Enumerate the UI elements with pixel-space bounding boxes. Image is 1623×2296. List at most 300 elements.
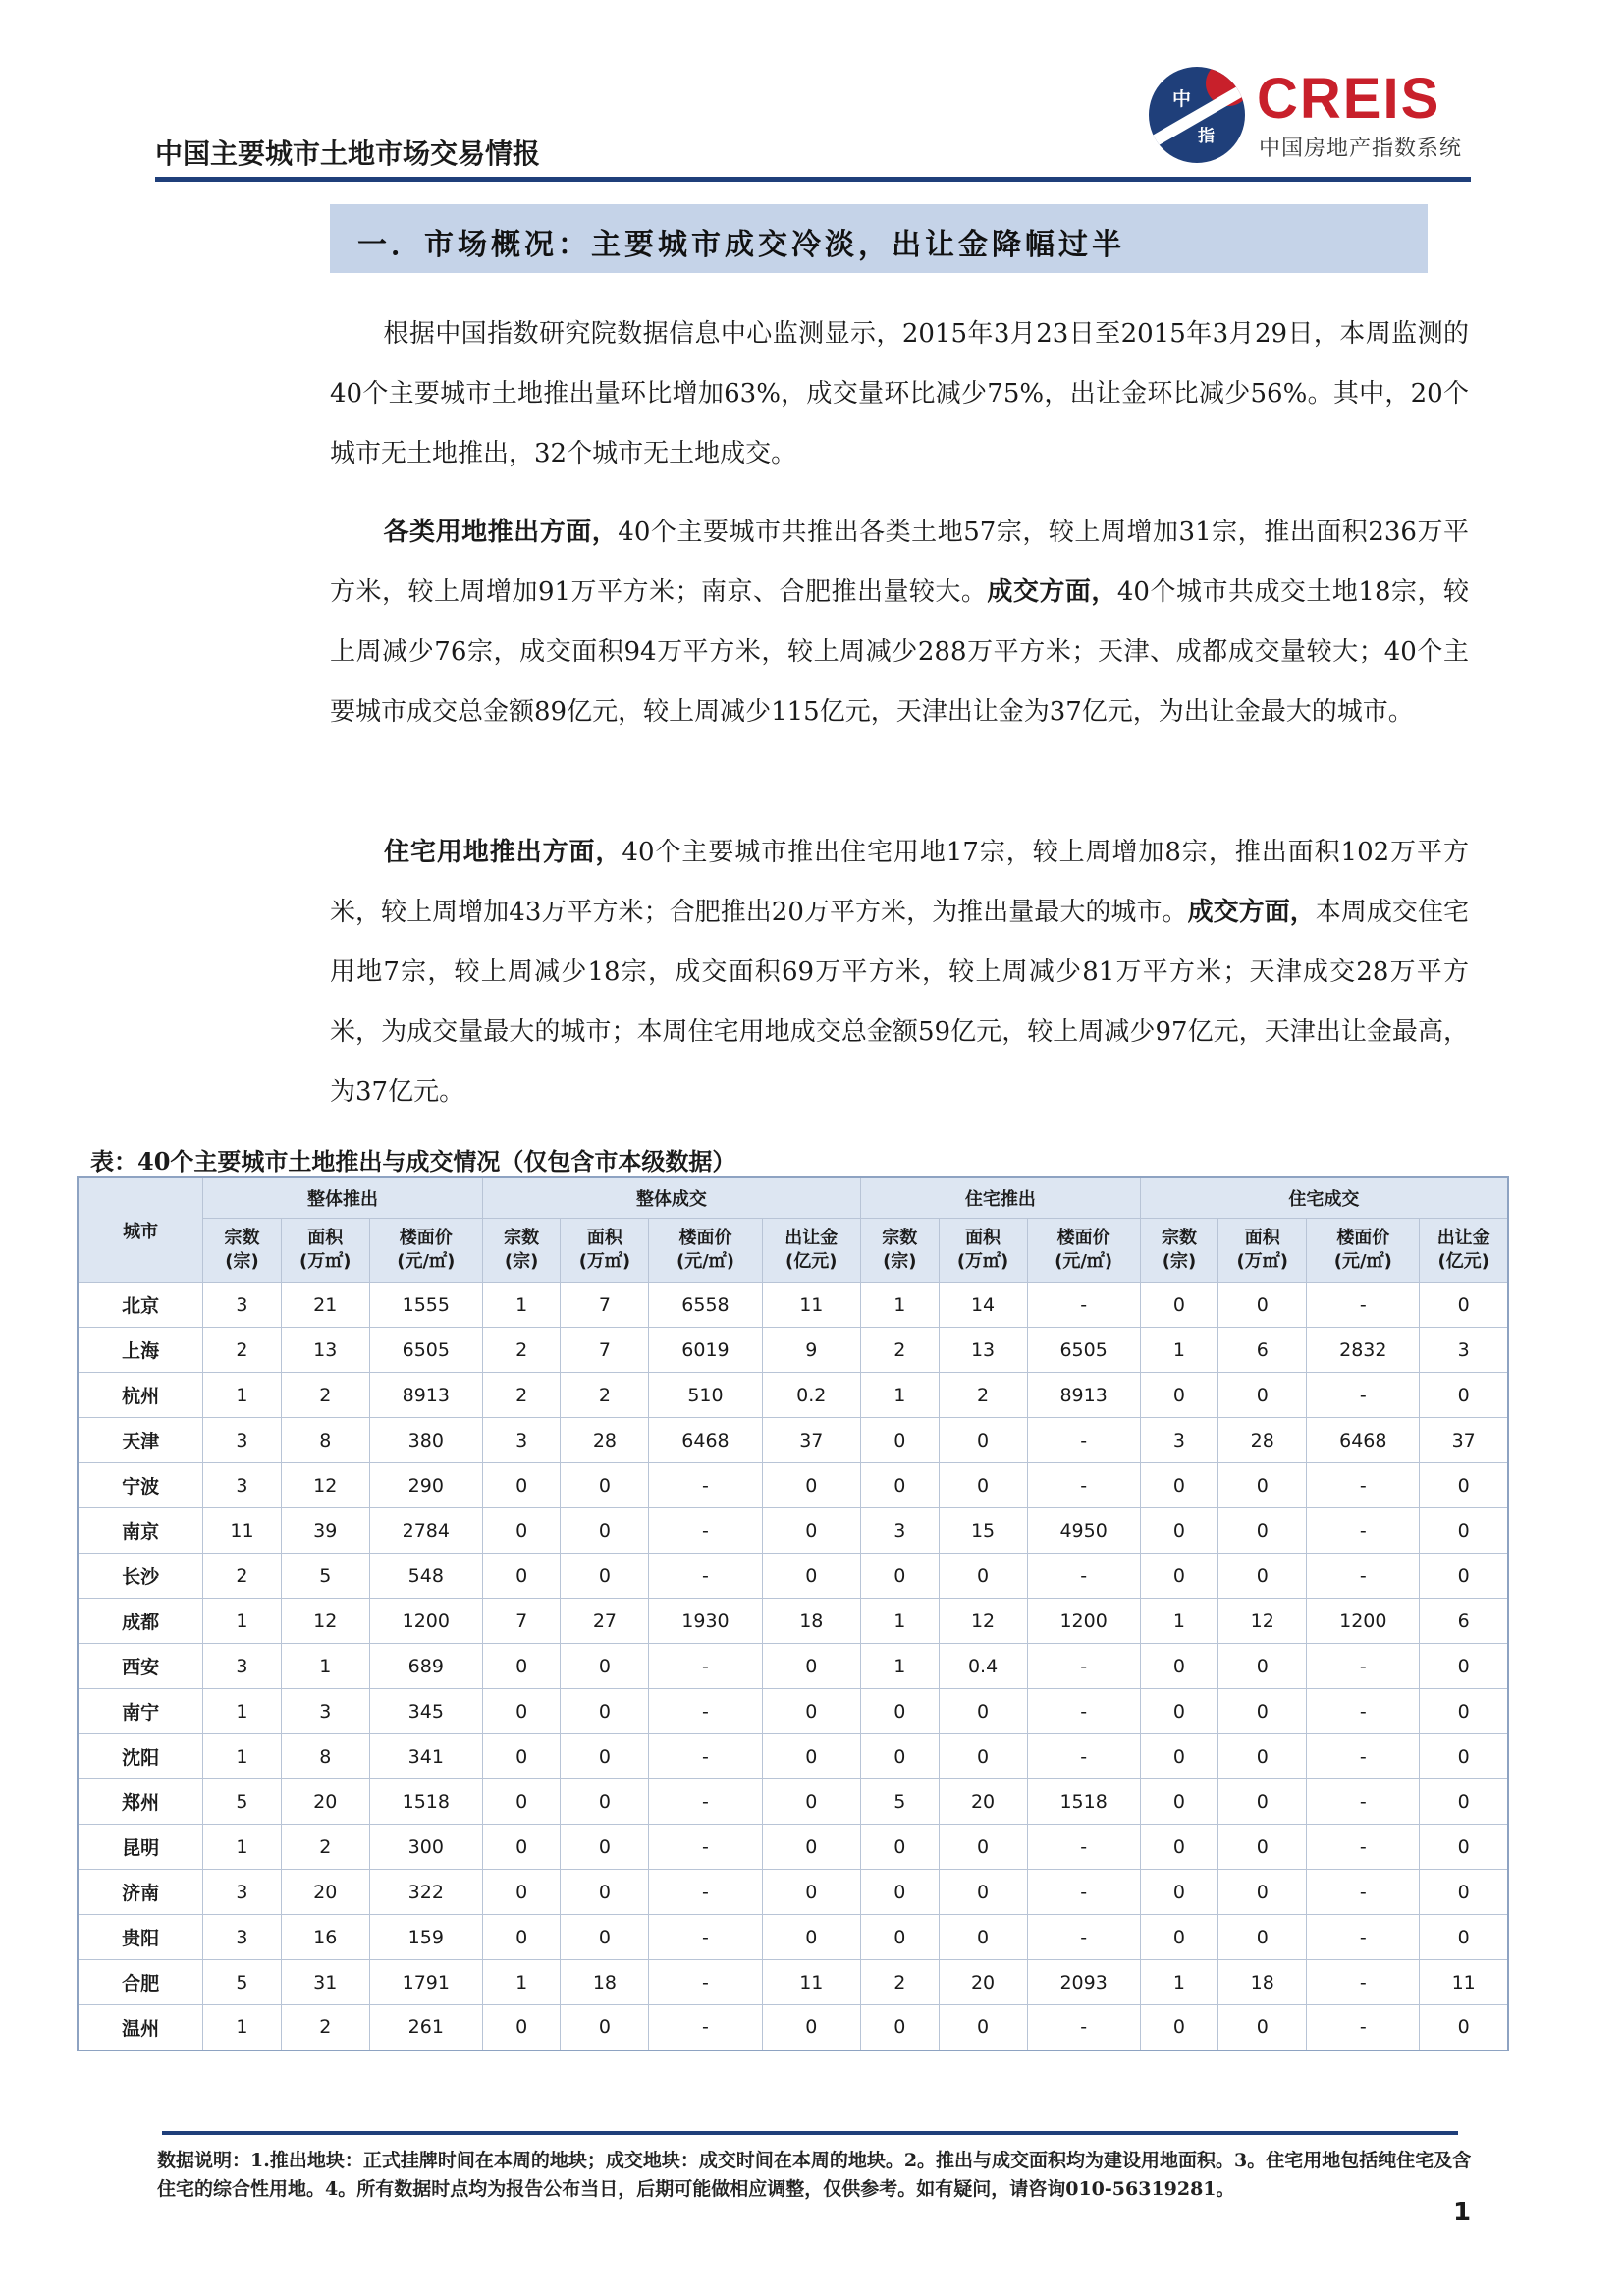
table-cell: 3 — [203, 1418, 282, 1463]
table-cell: 0 — [1140, 1373, 1218, 1418]
table-cell: - — [1027, 1825, 1140, 1870]
table-cell: 6468 — [1307, 1418, 1420, 1463]
table-cell: - — [1307, 1779, 1420, 1825]
table-cell: 28 — [561, 1418, 649, 1463]
table-cell: 2784 — [369, 1508, 482, 1554]
paragraph-all-land: 各类用地推出方面，40个主要城市共推出各类土地57宗，较上周增加31宗，推出面积236万平方米，较上周增加91万平方米；南京、合肥推出量较大。成交方面，40个城市共成交土地18宗，较上周减少76宗，成交面积94万平方米，较上周减少288万平方米；天津、成都成交量较大；40个主要城市成交总金额89亿元，较上周减少115亿元，天津出让金为37亿元，为出让金最大的城市。 — [330, 518, 1469, 727]
table-cell: 11 — [762, 1283, 860, 1328]
city-cell: 合肥 — [78, 1960, 203, 2005]
table-cell: 0 — [1218, 1689, 1307, 1734]
table-cell: - — [1027, 1554, 1140, 1599]
table-cell: 0 — [1218, 1734, 1307, 1779]
table-cell: 1 — [861, 1644, 940, 1689]
table-cell: 2 — [861, 1328, 940, 1373]
table-cell: 0 — [561, 2005, 649, 2050]
table-cell: 0 — [1218, 1915, 1307, 1960]
table-cell: 548 — [369, 1554, 482, 1599]
header-price: 楼面价 (元/㎡) — [369, 1219, 482, 1283]
table-caption: 表：40个主要城市土地推出与成交情况（仅包含市本级数据） — [90, 1147, 736, 1175]
table-cell: 1 — [203, 1689, 282, 1734]
table-cell: 1 — [482, 1960, 561, 2005]
table-cell: 0 — [1140, 1508, 1218, 1554]
table-cell: 261 — [369, 2005, 482, 2050]
table-cell: 0 — [561, 1870, 649, 1915]
table-cell: 0 — [861, 1418, 940, 1463]
table-cell: 16 — [281, 1915, 369, 1960]
table-cell: 5 — [203, 1779, 282, 1825]
table-cell: - — [1307, 1825, 1420, 1870]
table-cell: 20 — [939, 1960, 1027, 2005]
table-cell: 0 — [939, 1554, 1027, 1599]
table-cell: 1200 — [369, 1599, 482, 1644]
table-cell: 6505 — [1027, 1328, 1140, 1373]
city-cell: 天津 — [78, 1418, 203, 1463]
table-cell: 0 — [1420, 1779, 1508, 1825]
table-cell: 11 — [762, 1960, 860, 2005]
table-cell: 0 — [1140, 1734, 1218, 1779]
footer-divider — [162, 2131, 1458, 2135]
table-cell: 18 — [1218, 1960, 1307, 2005]
table-cell: 37 — [762, 1418, 860, 1463]
table-cell: 1 — [203, 1373, 282, 1418]
table-cell: 0 — [561, 1825, 649, 1870]
table-row — [78, 1644, 1508, 1689]
table-row — [78, 1960, 1508, 2005]
table-body — [78, 1283, 1508, 2050]
table-cell: 0 — [762, 1689, 860, 1734]
table-cell: 0 — [1420, 1463, 1508, 1508]
table-cell: 3 — [203, 1915, 282, 1960]
section-banner — [330, 204, 1428, 273]
table-cell: 8 — [281, 1418, 369, 1463]
table-cell: - — [1307, 1283, 1420, 1328]
table-cell: 0 — [861, 1734, 940, 1779]
table-cell: 2 — [939, 1373, 1027, 1418]
table-cell: - — [649, 2005, 762, 2050]
table-cell: 0 — [482, 1825, 561, 1870]
table-cell: 5 — [281, 1554, 369, 1599]
table-cell: - — [649, 1554, 762, 1599]
city-cell: 温州 — [78, 2005, 203, 2050]
table-cell: 0 — [762, 1779, 860, 1825]
table-cell: 1 — [203, 1825, 282, 1870]
table-cell: 18 — [561, 1960, 649, 2005]
table-cell: 3 — [482, 1418, 561, 1463]
table-row — [78, 1554, 1508, 1599]
table-cell: 2 — [281, 1825, 369, 1870]
table-cell: 1 — [861, 1283, 940, 1328]
table-cell: 12 — [1218, 1599, 1307, 1644]
table-cell: 37 — [1420, 1418, 1508, 1463]
table-cell: 6558 — [649, 1283, 762, 1328]
table-cell: 0 — [1140, 1779, 1218, 1825]
table-cell: 0 — [762, 1554, 860, 1599]
header-price: 楼面价 (元/㎡) — [1307, 1219, 1420, 1283]
header-group-res-deal: 住宅成交 — [1140, 1177, 1508, 1219]
table-cell: 28 — [1218, 1418, 1307, 1463]
table-cell: 1791 — [369, 1960, 482, 2005]
table-cell: 7 — [561, 1283, 649, 1328]
table-cell: 341 — [369, 1734, 482, 1779]
logo-subtitle: 中国房地产指数系统 — [1259, 137, 1463, 161]
table-cell: 0 — [482, 1870, 561, 1915]
table-cell: 0 — [1420, 1373, 1508, 1418]
table-cell: 0 — [939, 1734, 1027, 1779]
table-cell: - — [1027, 1915, 1140, 1960]
table-cell: 0 — [1218, 1870, 1307, 1915]
table-cell: 1 — [281, 1644, 369, 1689]
table-cell: - — [1307, 1960, 1420, 2005]
table-cell: - — [1027, 1870, 1140, 1915]
table-cell: 0 — [939, 1825, 1027, 1870]
table-cell: 8 — [281, 1734, 369, 1779]
table-cell: 12 — [281, 1463, 369, 1508]
table-cell: 18 — [762, 1599, 860, 1644]
table-cell: 6468 — [649, 1418, 762, 1463]
table-cell: 0 — [1218, 1554, 1307, 1599]
header-count: 宗数 (宗) — [861, 1219, 940, 1283]
table-cell: 2 — [203, 1328, 282, 1373]
header-price: 楼面价 (元/㎡) — [649, 1219, 762, 1283]
table-cell: 0 — [482, 1554, 561, 1599]
table-header — [78, 1177, 1508, 1283]
table-cell: 0 — [861, 2005, 940, 2050]
table-cell: - — [649, 1779, 762, 1825]
table-cell: - — [649, 1508, 762, 1554]
table-cell: 6 — [1218, 1328, 1307, 1373]
report-title: 中国主要城市土地市场交易情报 — [155, 137, 541, 170]
table-cell: 1 — [1140, 1328, 1218, 1373]
header-count: 宗数 (宗) — [1140, 1219, 1218, 1283]
table-cell: - — [1307, 1554, 1420, 1599]
table-cell: 0 — [1218, 1644, 1307, 1689]
table-cell: 2 — [861, 1960, 940, 2005]
table-cell: 290 — [369, 1463, 482, 1508]
table-cell: - — [1307, 1373, 1420, 1418]
table-cell: 0 — [762, 1644, 860, 1689]
table-cell: 0 — [561, 1644, 649, 1689]
table-cell: 0 — [1140, 1689, 1218, 1734]
table-cell: - — [1307, 1915, 1420, 1960]
table-cell: 20 — [281, 1870, 369, 1915]
table-cell: 1518 — [1027, 1779, 1140, 1825]
section-title: 一．市场概况：主要城市成交冷淡，出让金降幅过半 — [357, 228, 1125, 262]
header-fee: 出让金 (亿元) — [1420, 1219, 1508, 1283]
table-cell: 39 — [281, 1508, 369, 1554]
table-cell: 9 — [762, 1328, 860, 1373]
table-cell: 0 — [762, 1825, 860, 1870]
table-cell: 0 — [861, 1870, 940, 1915]
table-cell: 0 — [1140, 1554, 1218, 1599]
table-cell: 0 — [861, 1915, 940, 1960]
table-cell: 1200 — [1307, 1599, 1420, 1644]
table-cell: 1 — [861, 1599, 940, 1644]
table-cell: 322 — [369, 1870, 482, 1915]
city-cell: 西安 — [78, 1644, 203, 1689]
table-cell: 3 — [203, 1283, 282, 1328]
table-cell: 3 — [1140, 1418, 1218, 1463]
table-cell: 0 — [1140, 1644, 1218, 1689]
table-cell: 0 — [482, 1734, 561, 1779]
table-cell: 0 — [939, 2005, 1027, 2050]
table-cell: 345 — [369, 1689, 482, 1734]
table-cell: 0 — [861, 1825, 940, 1870]
table-cell: 0 — [1420, 1870, 1508, 1915]
paragraph-residential-land: 住宅用地推出方面，40个主要城市推出住宅用地17宗，较上周增加8宗，推出面积102万平方米，较上周增加43万平方米；合肥推出20万平方米，为推出量最大的城市。成交方面，本周成交住宅用地7宗，较上周减少18宗，成交面积69万平方米，较上周减少81万平方米；天津成交28万平方米，为成交量最大的城市；本周住宅用地成交总金额59亿元，较上周减少97亿元，天津出让金最高，为37亿元。 — [330, 838, 1469, 1107]
table-cell: 3 — [1420, 1328, 1508, 1373]
table-cell: 1 — [482, 1283, 561, 1328]
header-price: 楼面价 (元/㎡) — [1027, 1219, 1140, 1283]
header-count: 宗数 (宗) — [203, 1219, 282, 1283]
table-cell: 5 — [861, 1779, 940, 1825]
table-cell: 1 — [203, 1734, 282, 1779]
table-cell: 2832 — [1307, 1328, 1420, 1373]
table-cell: 300 — [369, 1825, 482, 1870]
table-cell: 3 — [203, 1644, 282, 1689]
table-cell: 11 — [1420, 1960, 1508, 2005]
table-cell: 0 — [482, 1508, 561, 1554]
table-row — [78, 1915, 1508, 1960]
table-cell: 0 — [1420, 1644, 1508, 1689]
table-row — [78, 1328, 1508, 1373]
creis-logo-icon — [1149, 67, 1478, 165]
city-cell: 上海 — [78, 1328, 203, 1373]
table-cell: 6505 — [369, 1328, 482, 1373]
header-area: 面积 (万㎡) — [939, 1219, 1027, 1283]
table-cell: 11 — [203, 1508, 282, 1554]
city-cell: 沈阳 — [78, 1734, 203, 1779]
table-cell: 0 — [482, 2005, 561, 2050]
table-cell: 0 — [561, 1689, 649, 1734]
table-cell: 2093 — [1027, 1960, 1140, 2005]
table-cell: 2 — [281, 1373, 369, 1418]
table-cell: 0 — [762, 1734, 860, 1779]
table-cell: 14 — [939, 1283, 1027, 1328]
table-cell: 31 — [281, 1960, 369, 2005]
table-cell: 0 — [861, 1463, 940, 1508]
table-cell: - — [1307, 1644, 1420, 1689]
table-cell: 4950 — [1027, 1508, 1140, 1554]
land-market-table — [77, 1176, 1509, 2051]
table-cell: 3 — [861, 1508, 940, 1554]
table-cell: 1 — [1140, 1599, 1218, 1644]
city-cell: 宁波 — [78, 1463, 203, 1508]
table-cell: 0 — [861, 1554, 940, 1599]
table-cell: 0 — [1218, 1283, 1307, 1328]
table-cell: 0 — [1420, 1825, 1508, 1870]
table-row — [78, 1779, 1508, 1825]
table-cell: 13 — [939, 1328, 1027, 1373]
table-cell: - — [1027, 1644, 1140, 1689]
header-area: 面积 (万㎡) — [1218, 1219, 1307, 1283]
table-row — [78, 1689, 1508, 1734]
table-cell: 1 — [203, 2005, 282, 2050]
city-cell: 长沙 — [78, 1554, 203, 1599]
table-cell: 0 — [1140, 1915, 1218, 1960]
table-cell: - — [649, 1734, 762, 1779]
table-cell: 7 — [561, 1328, 649, 1373]
table-cell: - — [1307, 1734, 1420, 1779]
table-cell: 0 — [1140, 1825, 1218, 1870]
table-cell: 2 — [203, 1554, 282, 1599]
table-cell: 0 — [1420, 1689, 1508, 1734]
table-row — [78, 1825, 1508, 1870]
table-row — [78, 1599, 1508, 1644]
logo-circle-icon — [1149, 67, 1245, 163]
header-fee: 出让金 (亿元) — [762, 1219, 860, 1283]
table-cell: 0 — [561, 1779, 649, 1825]
table-cell: 0 — [762, 1463, 860, 1508]
table-cell: - — [1027, 1418, 1140, 1463]
table-cell: 27 — [561, 1599, 649, 1644]
table-cell: 0 — [482, 1463, 561, 1508]
table-cell: 689 — [369, 1644, 482, 1689]
table-cell: 0 — [561, 1554, 649, 1599]
logo-glyph-1: 中 — [1172, 88, 1192, 110]
table-cell: 0 — [1218, 2005, 1307, 2050]
table-cell: 2 — [561, 1373, 649, 1418]
city-cell: 昆明 — [78, 1825, 203, 1870]
table-cell: 0 — [939, 1418, 1027, 1463]
table-row — [78, 1508, 1508, 1554]
table-cell: 0 — [561, 1915, 649, 1960]
table-cell: - — [649, 1915, 762, 1960]
table-cell: 0 — [762, 1870, 860, 1915]
table-cell: 0 — [762, 1508, 860, 1554]
data-footnote: 数据说明：1.推出地块：正式挂牌时间在本周的地块；成交地块：成交时间在本周的地块。2。推出与成交面积均为建设用地面积。3。住宅用地包括纯住宅及含住宅的综合性用地。4。所有数据时点均为报告公布当日，后期可能做相应调整，仅供参考。如有疑问，请咨询010-56319281。 — [157, 2150, 1472, 2200]
header-group-all-deal: 整体成交 — [482, 1177, 860, 1219]
table-cell: 0 — [939, 1870, 1027, 1915]
table-cell: - — [1027, 1283, 1140, 1328]
table-row — [78, 1463, 1508, 1508]
table-cell: 0 — [762, 1915, 860, 1960]
table-cell: - — [649, 1960, 762, 2005]
table-cell: 13 — [281, 1328, 369, 1373]
table-cell: 0 — [561, 1734, 649, 1779]
table-cell: 1555 — [369, 1283, 482, 1328]
table-cell: 0 — [1420, 1283, 1508, 1328]
table-row — [78, 2005, 1508, 2050]
table-cell: 1930 — [649, 1599, 762, 1644]
table-cell: 8913 — [369, 1373, 482, 1418]
table-cell: 0 — [482, 1644, 561, 1689]
table-cell: - — [1307, 1463, 1420, 1508]
table-cell: 0 — [939, 1915, 1027, 1960]
table-cell: - — [649, 1463, 762, 1508]
city-cell: 成都 — [78, 1599, 203, 1644]
table-cell: 510 — [649, 1373, 762, 1418]
table-row — [78, 1734, 1508, 1779]
table-cell: 6019 — [649, 1328, 762, 1373]
table-cell: 1 — [203, 1599, 282, 1644]
table-cell: 5 — [203, 1960, 282, 2005]
table-cell: 0 — [1420, 1554, 1508, 1599]
table-cell: - — [1027, 1689, 1140, 1734]
table-cell: 0 — [482, 1915, 561, 1960]
table-cell: 0 — [1420, 2005, 1508, 2050]
table-row — [78, 1373, 1508, 1418]
table-cell: 0 — [561, 1463, 649, 1508]
table-cell: 380 — [369, 1418, 482, 1463]
table-cell: 2 — [482, 1328, 561, 1373]
table-cell: 0 — [1140, 1283, 1218, 1328]
table-cell: 0 — [1420, 1508, 1508, 1554]
table-cell: 0 — [939, 1463, 1027, 1508]
table-cell: 1518 — [369, 1779, 482, 1825]
table-row — [78, 1870, 1508, 1915]
table-cell: - — [649, 1870, 762, 1915]
table-cell: - — [1307, 1870, 1420, 1915]
header-count: 宗数 (宗) — [482, 1219, 561, 1283]
table-cell: 159 — [369, 1915, 482, 1960]
table-cell: 15 — [939, 1508, 1027, 1554]
table-cell: 0 — [1218, 1508, 1307, 1554]
table-cell: 0 — [1218, 1779, 1307, 1825]
table-cell: 2 — [482, 1373, 561, 1418]
table-cell: 12 — [939, 1599, 1027, 1644]
header-area: 面积 (万㎡) — [281, 1219, 369, 1283]
table-cell: 0 — [482, 1779, 561, 1825]
city-cell: 济南 — [78, 1870, 203, 1915]
city-cell: 北京 — [78, 1283, 203, 1328]
logo-glyph-2: 指 — [1198, 127, 1215, 146]
table-cell: - — [1027, 2005, 1140, 2050]
table-cell: 0 — [1140, 2005, 1218, 2050]
table-cell: 0 — [1140, 1463, 1218, 1508]
table-cell: - — [1307, 2005, 1420, 2050]
city-cell: 南宁 — [78, 1689, 203, 1734]
table-cell: 0 — [1218, 1373, 1307, 1418]
table-cell: - — [1307, 1508, 1420, 1554]
table-cell: 7 — [482, 1599, 561, 1644]
table-cell: 0 — [861, 1689, 940, 1734]
city-cell: 贵阳 — [78, 1915, 203, 1960]
table-row — [78, 1283, 1508, 1328]
table-cell: 1 — [1140, 1960, 1218, 2005]
header-area: 面积 (万㎡) — [561, 1219, 649, 1283]
paragraph-overview: 根据中国指数研究院数据信息中心监测显示，2015年3月23日至2015年3月29日，本周监测的40个主要城市土地推出量环比增加63%，成交量环比减少75%，出让金环比减少56%。其中，20个城市无土地推出，32个城市无土地成交。 — [330, 319, 1469, 468]
table-cell: 1200 — [1027, 1599, 1140, 1644]
header-divider — [155, 177, 1471, 182]
table-cell: 0 — [1140, 1870, 1218, 1915]
table-cell: - — [1307, 1689, 1420, 1734]
table-cell: 3 — [281, 1689, 369, 1734]
city-cell: 南京 — [78, 1508, 203, 1554]
city-cell: 郑州 — [78, 1779, 203, 1825]
table-cell: - — [1027, 1734, 1140, 1779]
table-cell: 20 — [939, 1779, 1027, 1825]
table-cell: 12 — [281, 1599, 369, 1644]
table-cell: 3 — [203, 1870, 282, 1915]
table-row — [78, 1418, 1508, 1463]
table-cell: 0.4 — [939, 1644, 1027, 1689]
table-cell: 0 — [561, 1508, 649, 1554]
table-cell: 21 — [281, 1283, 369, 1328]
logo-brand: CREIS — [1257, 67, 1441, 131]
city-cell: 杭州 — [78, 1373, 203, 1418]
table-cell: - — [649, 1689, 762, 1734]
table-cell: 0 — [762, 2005, 860, 2050]
table-cell: 3 — [203, 1463, 282, 1508]
table-cell: 0 — [482, 1689, 561, 1734]
page-number: 1 — [1453, 2198, 1472, 2227]
table-cell: - — [649, 1825, 762, 1870]
table-cell: 1 — [861, 1373, 940, 1418]
table-cell: 0 — [939, 1689, 1027, 1734]
table-cell: 6 — [1420, 1599, 1508, 1644]
table-cell: 0 — [1218, 1825, 1307, 1870]
header-group-res-supply: 住宅推出 — [861, 1177, 1141, 1219]
